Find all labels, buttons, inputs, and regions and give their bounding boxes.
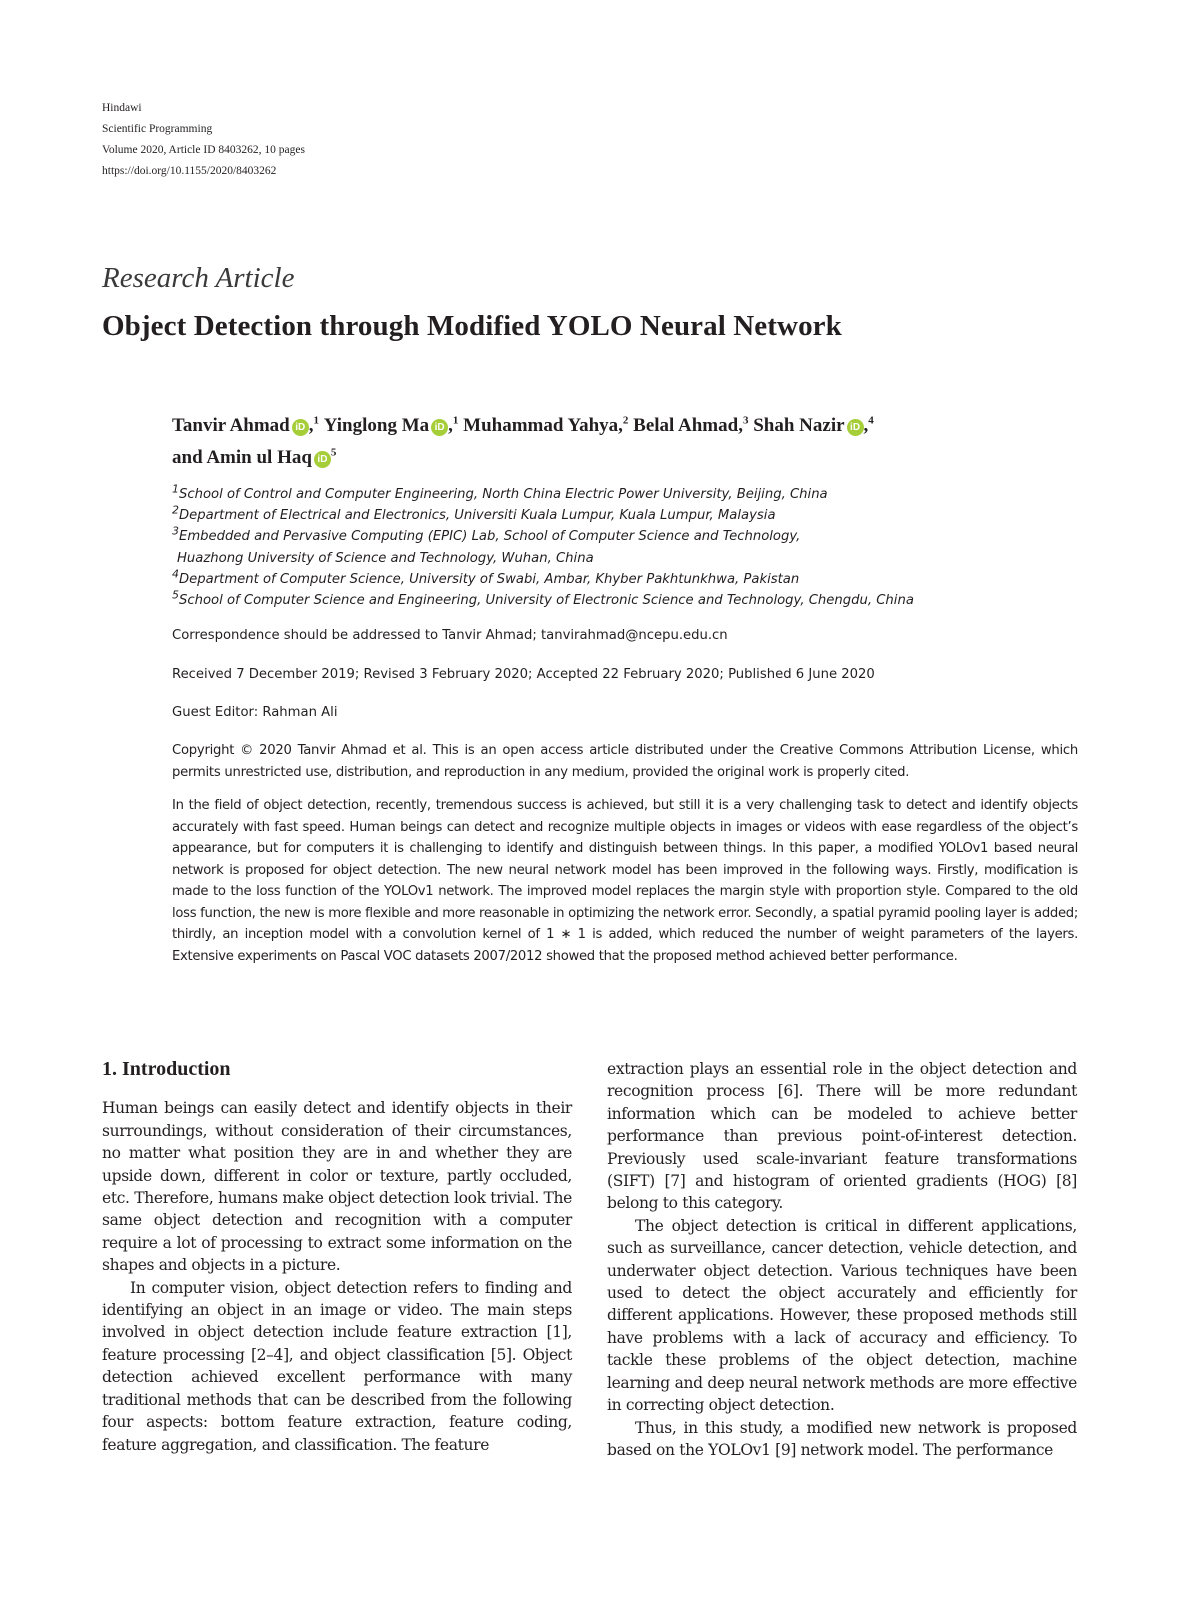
doi-link[interactable]: https://doi.org/10.1155/2020/8403262: [102, 165, 277, 177]
author-name: Tanvir Ahmad iD ,$^1$: [172, 414, 319, 436]
guest-editor-line: Guest Editor: Rahman Ali: [172, 705, 338, 720]
body-paragraph: In computer vision, object detection refers to finding and identifying an object in an image or video. The main steps involved in object detection include feature extraction [1], feature processing [2–4], and object classification [5]. Object detection achieved excellent performance with many traditional methods that can be described from the following four aspects: bottom feature extraction, feature coding, feature aggregation, and classification. The feature: [102, 1278, 572, 1454]
author-affiliation-sup: 3: [742, 414, 749, 427]
author-name-text: and Amin ul Haq: [172, 447, 312, 468]
author-name: [463, 415, 633, 436]
affiliation-sup: 5: [172, 588, 179, 602]
affiliation-item: [172, 484, 1092, 505]
affiliation-sup: 2: [172, 503, 179, 517]
author-affiliation-sup: 1: [313, 414, 319, 427]
author-name: Shah Nazir iD ,$^4$: [753, 414, 874, 436]
orcid-icon[interactable]: iD: [292, 419, 309, 436]
journal-name: Scientific Programming: [102, 123, 213, 135]
affiliation-sup: 1: [172, 482, 179, 496]
author-name-text: Belal Ahmad,: [633, 415, 743, 436]
affiliation-sup: 4: [172, 567, 179, 581]
publisher-name: Hindawi: [102, 102, 142, 114]
author-name-text: Tanvir Ahmad: [172, 415, 290, 436]
author-affiliation-sup: 1: [452, 414, 459, 427]
author-affiliation-sup: 2: [622, 414, 629, 427]
paper-title: Object Detection through Modified YOLO Neural Network: [102, 310, 842, 342]
affiliation-item: [172, 526, 1092, 547]
affiliation-item: [172, 569, 1092, 590]
affiliation-sup: 3: [172, 525, 179, 539]
affiliation-text: Embedded and Pervasive Computing (EPIC) Lab, School of Computer Science and Technology,: [179, 529, 801, 545]
journal-header: [102, 98, 305, 182]
author-name: [633, 415, 753, 436]
affiliation-text: Huazhong University of Science and Technology, Wuhan, China: [177, 550, 594, 566]
article-type: Research Article: [102, 262, 295, 294]
body-paragraph: extraction plays an essential role in the object detection and recognition process [6]. There will be more redundant information which can be modeled to achieve better performance than previous point-of-interest detection. Previously used scale-invariant feature transformations (SIFT) [7] and histogram of oriented gradients (HOG) [8] belong to this category.: [607, 1060, 1077, 1213]
body-paragraph: Human beings can easily detect and identify objects in their surroundings, without consideration of their circumstances, no matter what position they are in and whether they are upside down, different in color or texture, partly occluded, etc. Therefore, humans make object detection look trivial. The same object detection and recognition with a computer require a lot of processing to extract some information on the shapes and objects in a picture.: [102, 1099, 572, 1275]
correspondence-line: Correspondence should be addressed to Tanvir Ahmad; tanvirahmad@ncepu.edu.cn: [172, 628, 728, 643]
author-list: [172, 410, 1092, 474]
volume-line: Volume 2020, Article ID 8403262, 10 pages: [102, 144, 305, 156]
author-name-text: Shah Nazir: [753, 415, 845, 436]
intro-left-column: [102, 1058, 572, 1456]
affiliation-text: Department of Computer Science, University of Swabi, Ambar, Khyber Pakhtunkhwa, Pakistan: [179, 571, 800, 587]
orcid-icon[interactable]: iD: [431, 419, 448, 436]
copyright-notice: Copyright © 2020 Tanvir Ahmad et al. This is an open access article distributed under the Creative Commons Attribution License, which permits unrestricted use, distribution, and reproduction in any medium, provided the original work is properly cited.: [172, 743, 1078, 780]
body-paragraph: The object detection is critical in different applications, such as surveillance, cancer detection, vehicle detection, and underwater object detection. Various techniques have been used to detect the object accurately and efficiently for different applications. However, these proposed methods still have problems with a lack of accuracy and efficiency. To tackle these problems of the object detection, machine learning and deep neural network methods are more effective in correcting object detection.: [607, 1216, 1077, 1415]
affiliation-text: Department of Electrical and Electronics, Universiti Kuala Lumpur, Kuala Lumpur, Malaysia: [179, 508, 776, 524]
abstract-text: In the field of object detection, recently, tremendous success is achieved, but still it is a very challenging task to detect and identify objects accurately with fast speed. Human beings can detect and recognize multiple objects in images or videos with ease regardless of the object’s appearance, but for computers it is challenging to identify and distinguish between things. In this paper, a modified YOLOv1 based neural network is proposed for object detection. The new neural network model has been improved in the following ways. Firstly, modification is made to the loss function of the YOLOv1 network. The improved model replaces the margin style with proportion style. Compared to the old loss function, the new is more flexible and more reasonable in optimizing the network error. Secondly, a spatial pyramid pooling layer is added; thirdly, an inception model with a convolution kernel of 1 ∗ 1 is added, which reduced the number of weight parameters of the layers. Extensive experiments on Pascal VOC datasets 2007/2012 showed that the proposed method achieved better performance.: [172, 798, 1078, 964]
affiliation-item: [172, 505, 1092, 526]
author-affiliation-sup: 4: [868, 414, 874, 427]
affiliation-list: [172, 484, 1092, 611]
body-paragraph: Thus, in this study, a modified new network is proposed based on the YOLOv1 [9] network model. The performance: [607, 1418, 1077, 1459]
affiliation-text: School of Computer Science and Engineering, University of Electronic Science and Technology, Chengdu, China: [179, 593, 914, 609]
author-name: [172, 447, 336, 468]
dates-line: Received 7 December 2019; Revised 3 February 2020; Accepted 22 February 2020; Published 6 June 2020: [172, 667, 875, 682]
author-name-text: Muhammad Yahya,: [463, 415, 623, 436]
orcid-icon[interactable]: iD: [847, 419, 864, 436]
affiliation-text: School of Control and Computer Engineering, North China Electric Power University, Beijing, China: [179, 487, 828, 502]
intro-right-column: [607, 1058, 1077, 1461]
affiliation-item: [172, 590, 1092, 611]
author-name-text: Yinglong Ma: [323, 415, 430, 436]
orcid-icon[interactable]: iD: [314, 451, 331, 468]
author-affiliation-sup: 5: [330, 446, 337, 459]
affiliation-item-continued: [172, 548, 1092, 569]
section-heading: 1. Introduction: [102, 1058, 231, 1080]
author-name: Yinglong Ma iD ,$^1$: [323, 414, 459, 436]
